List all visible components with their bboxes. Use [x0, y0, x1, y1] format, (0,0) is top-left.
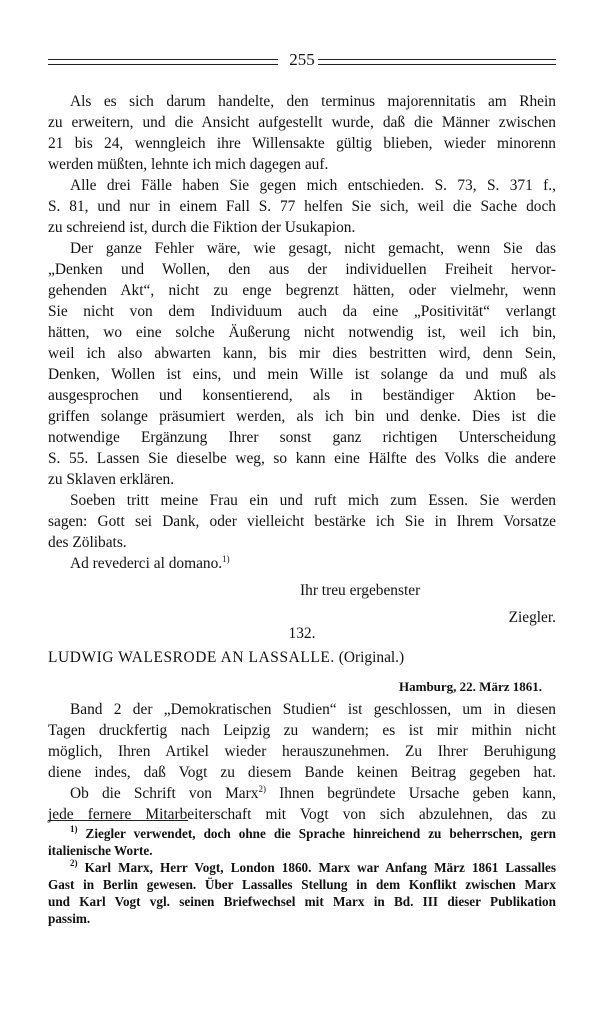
header-rule-right [318, 59, 556, 65]
text-line: griffen solange präsumiert werden, als ich bin und denke. Dies ist die [48, 408, 556, 425]
footnote-1-line [48, 826, 556, 842]
closing-line: Ihr treu ergebenster [300, 582, 421, 599]
text-line: hätten, wo eine solche Äußerung nicht notwendig ist, weil ich bin, [48, 324, 556, 341]
text-line-content: Ad revederci al domano. [70, 555, 223, 572]
text-line: 21 bis 24, wenngleich ihre Willensakte gültig blieben, wieder minorenn [48, 135, 556, 152]
dateline: Hamburg, 22. März 1861. [399, 679, 542, 694]
letter-number: 132. [288, 625, 316, 642]
text-line-content: Ob die Schrift von Marx [70, 785, 259, 802]
footnote-2-text: Karl Marx, Herr Vogt, London 1860. Marx war Anfang März 1861 Lassalles [84, 860, 556, 875]
text-line: notwendige Ergänzung Ihrer sonst ganz richtigen Unterscheidung [48, 429, 556, 446]
footnote-2-line [48, 860, 556, 876]
footnote-ref-2: 2) [258, 784, 266, 794]
text-line [48, 784, 556, 804]
text-line: jede fernere Mitarbeiterschaft mit Vogt von sich abzulehnen, das zu [48, 806, 556, 823]
text-line: Der ganze Fehler wäre, wie gesagt, nicht gemacht, wenn Sie das [70, 240, 556, 257]
footnote-1-mark: 1) [70, 824, 78, 834]
text-line: „Denken und Wollen, den aus der individuellen Freiheit hervor- [48, 261, 556, 278]
footnote-1-text: Ziegler verwendet, doch ohne die Sprache hinreichend zu beherrschen, gern [85, 826, 557, 841]
text-line: Sie nicht von dem Individuum auch da eine „Positivität“ verlangt [48, 303, 556, 320]
footnote-rule [48, 820, 188, 821]
footnote-2-line: passim. [48, 911, 91, 926]
letter-title: LUDWIG WALESRODE AN LASSALLE. [48, 649, 335, 666]
text-line: Band 2 der „Demokratischen Studien“ ist geschlossen, um in diesen [70, 701, 556, 718]
text-line: zu Sklaven erklären. [48, 471, 175, 488]
text-line: des Zölibats. [48, 534, 127, 551]
page-number: 255 [289, 50, 315, 69]
letter-heading [48, 648, 556, 668]
text-line: möglich, Ihren Artikel wieder herauszunehmen. Zu Ihrer Beruhigung [48, 743, 556, 760]
text-line-content: Ihnen begründete Ursache geben kann, [279, 785, 556, 802]
text-line: diene indes, daß Vogt zu diesem Bande keinen Beitrag gegeben hat. [48, 764, 556, 781]
text-line: Alle drei Fälle haben Sie gegen mich entschieden. S. 73, S. 371 f., [70, 177, 556, 194]
text-line: zu schreiend ist, durch die Fiktion der Usukapion. [48, 219, 356, 236]
text-line: gehenden Akt“, nicht zu enge begrenzt hätten, oder vielmehr, wenn [48, 282, 556, 299]
text-line: weil ich also abwarten kann, bis mir dies bestritten wird, denn Sein, [48, 345, 556, 362]
text-line: Soeben tritt meine Frau ein und ruft mich zum Essen. Sie werden [70, 492, 556, 509]
footnote-2-line: Gast in Berlin gewesen. Über Lassalles Stellung in dem Konflikt zwischen Marx [48, 877, 556, 892]
text-line: werden müßten, lehnte ich mich dagegen auf. [48, 156, 329, 173]
text-line: Als es sich darum handelte, den terminus majorennitatis am Rhein [70, 93, 556, 110]
text-line: zu erweitern, und die Ansicht aufgestellt wurde, daß die Männer zwischen [48, 114, 556, 131]
header-rule-left [48, 59, 278, 65]
text-line: S. 55. Lassen Sie dieselbe weg, so kann eine Hälfte des Volks die andere [48, 450, 556, 467]
signature: Ziegler. [508, 609, 556, 626]
footnote-2-mark: 2) [70, 858, 78, 868]
text-line: ausgesprochen und konsentierend, als in beständiger Aktion be- [48, 387, 556, 404]
text-line: Tagen druckfertig nach Leipzig zu wandern; es ist mir mithin nicht [48, 722, 556, 739]
footnote-ref-1: 1) [222, 554, 230, 564]
text-line: sagen: Gott sei Dank, oder vielleicht bestärke ich Sie in Ihrem Vorsatze [48, 513, 556, 530]
text-line: S. 81, und nur in einem Fall S. 77 helfen Sie sich, weil die Sache doch [48, 198, 556, 215]
text-line: Denken, Wollen ist eins, und mein Wille ist solange da und muß als [48, 366, 556, 383]
letter-source-note: (Original.) [338, 649, 405, 666]
text-line [48, 554, 556, 574]
page-header [48, 50, 556, 74]
footnote-1-line: italienische Worte. [48, 843, 153, 858]
footnote-2-line: und Karl Vogt vgl. seinen Briefwechsel mit Marx in Bd. III dieser Publikation [48, 894, 556, 909]
